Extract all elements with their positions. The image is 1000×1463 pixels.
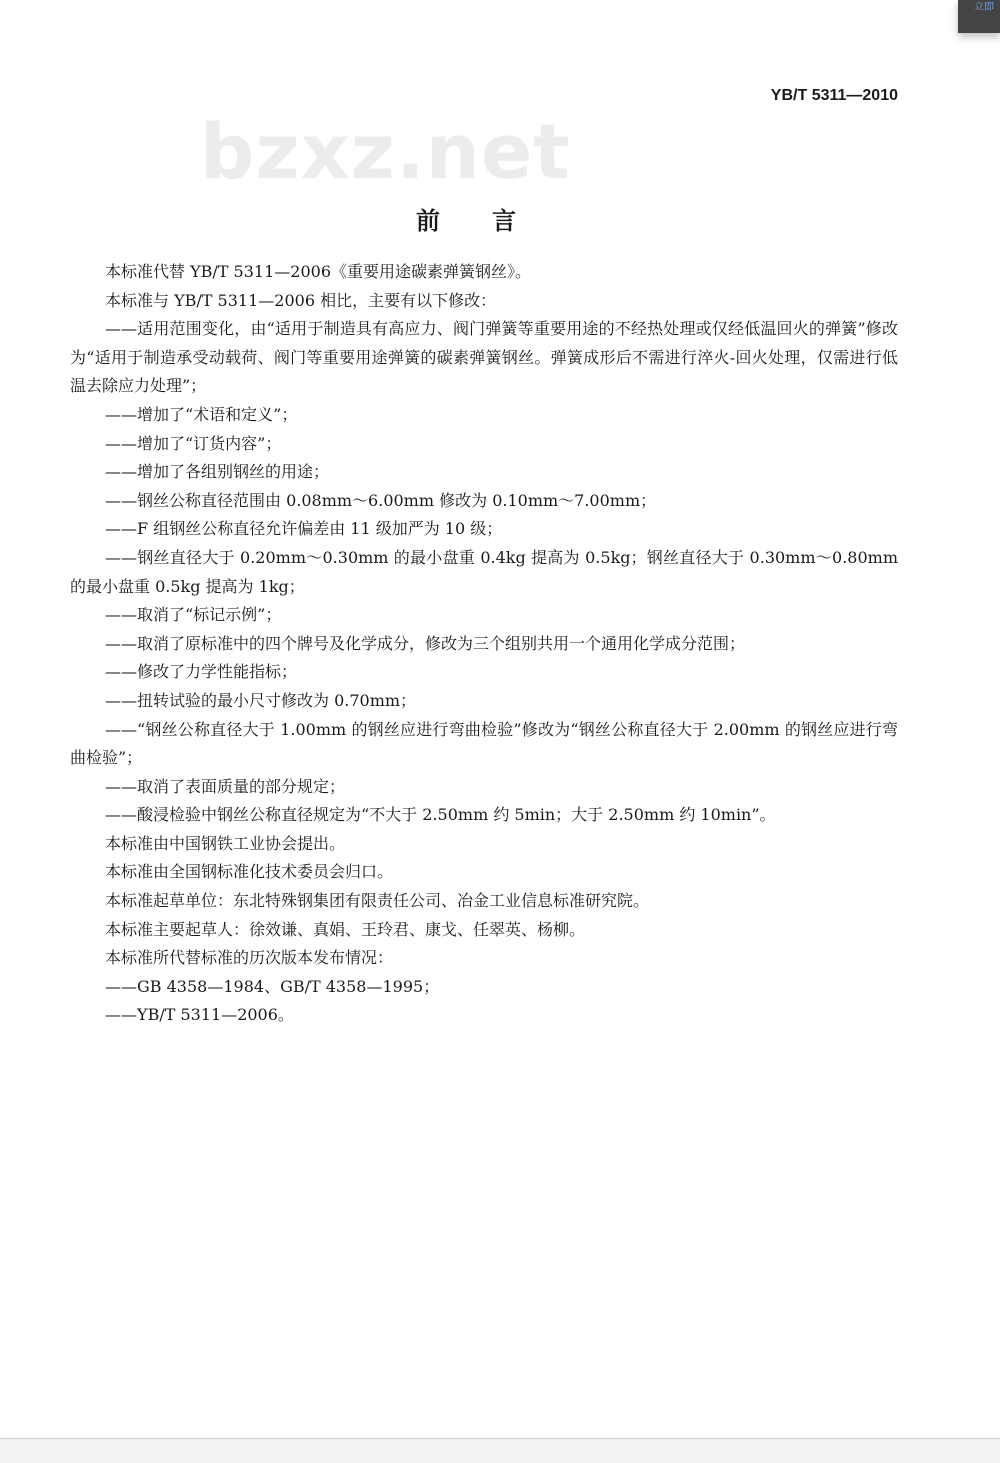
- paragraph: 本标准起草单位：东北特殊钢集团有限责任公司、冶金工业信息标准研究院。: [105, 891, 650, 911]
- paragraph: ——修改了力学性能指标；: [105, 662, 298, 682]
- document-body: [70, 258, 898, 1030]
- paragraph: ——GB 4358—1984、GB/T 4358—1995；: [105, 976, 440, 996]
- page-title-text: 前言: [416, 206, 568, 235]
- paragraph: ——取消了表面质量的部分规定；: [105, 776, 346, 796]
- paragraph: ——取消了“标记示例”；: [105, 605, 282, 625]
- paragraph: 本标准代替 YB/T 5311—2006《重要用途碳素弹簧钢丝》。: [105, 262, 531, 281]
- paragraph: ——适用范围变化，由“适用于制造具有高应力、阀门弹簧等重要用途的不经热处理或仅经低温回火的弹簧”修改为“适用于制造承受动载荷、阀门等重要用途弹簧的碳素弹簧钢丝。弹簧成形后不需进行淬火-回火处理，仅需进行低温去除应力处理”；: [70, 319, 898, 396]
- corner-overlay-button[interactable]: [958, 0, 1000, 33]
- paragraph: ——钢丝直径大于 0.20mm～0.30mm 的最小盘重 0.4kg 提高为 0.5kg；钢丝直径大于 0.30mm～0.80mm 的最小盘重 0.5kg 提高为 1kg；: [70, 547, 898, 596]
- paragraph: ——增加了各组别钢丝的用途；: [105, 462, 330, 482]
- paragraph: ——F 组钢丝公称直径允许偏差由 11 级加严为 10 级；: [105, 519, 503, 539]
- page-title: [0, 206, 1000, 236]
- paragraph: ——增加了“订货内容”；: [105, 433, 282, 453]
- paragraph: ——取消了原标准中的四个牌号及化学成分，修改为三个组别共用一个通用化学成分范围；: [105, 633, 746, 653]
- paragraph: 本标准由全国钢标准化技术委员会归口。: [105, 862, 394, 882]
- paragraph: ——“钢丝公称直径大于 1.00mm 的钢丝应进行弯曲检验”修改为“钢丝公称直径大于 2.00mm 的钢丝应进行弯曲检验”；: [70, 719, 898, 768]
- paragraph: ——扭转试验的最小尺寸修改为 0.70mm；: [105, 690, 417, 710]
- watermark: bzxz.net: [200, 107, 571, 196]
- paragraph: ——酸浸检验中钢丝公称直径规定为“不大于 2.50mm 约 5min；大于 2.50mm 约 10min”。: [105, 805, 776, 825]
- paragraph: 本标准所代替标准的历次版本发布情况：: [105, 948, 394, 968]
- paragraph: ——钢丝公称直径范围由 0.08mm～6.00mm 修改为 0.10mm～7.00mm；: [105, 490, 657, 510]
- paragraph: ——YB/T 5311—2006。: [105, 1005, 294, 1025]
- paragraph: ——增加了“术语和定义”；: [105, 404, 298, 424]
- paragraph: 本标准由中国钢铁工业协会提出。: [105, 833, 346, 853]
- paragraph: 本标准主要起草人：徐效谦、真娟、王玲君、康戈、任翠英、杨柳。: [105, 919, 586, 939]
- standard-number: YB/T 5311—2010: [770, 87, 898, 104]
- paragraph: 本标准与 YB/T 5311—2006 相比，主要有以下修改：: [105, 290, 497, 310]
- corner-button-label: 立即: [974, 2, 994, 13]
- page-gap: [0, 1439, 1000, 1463]
